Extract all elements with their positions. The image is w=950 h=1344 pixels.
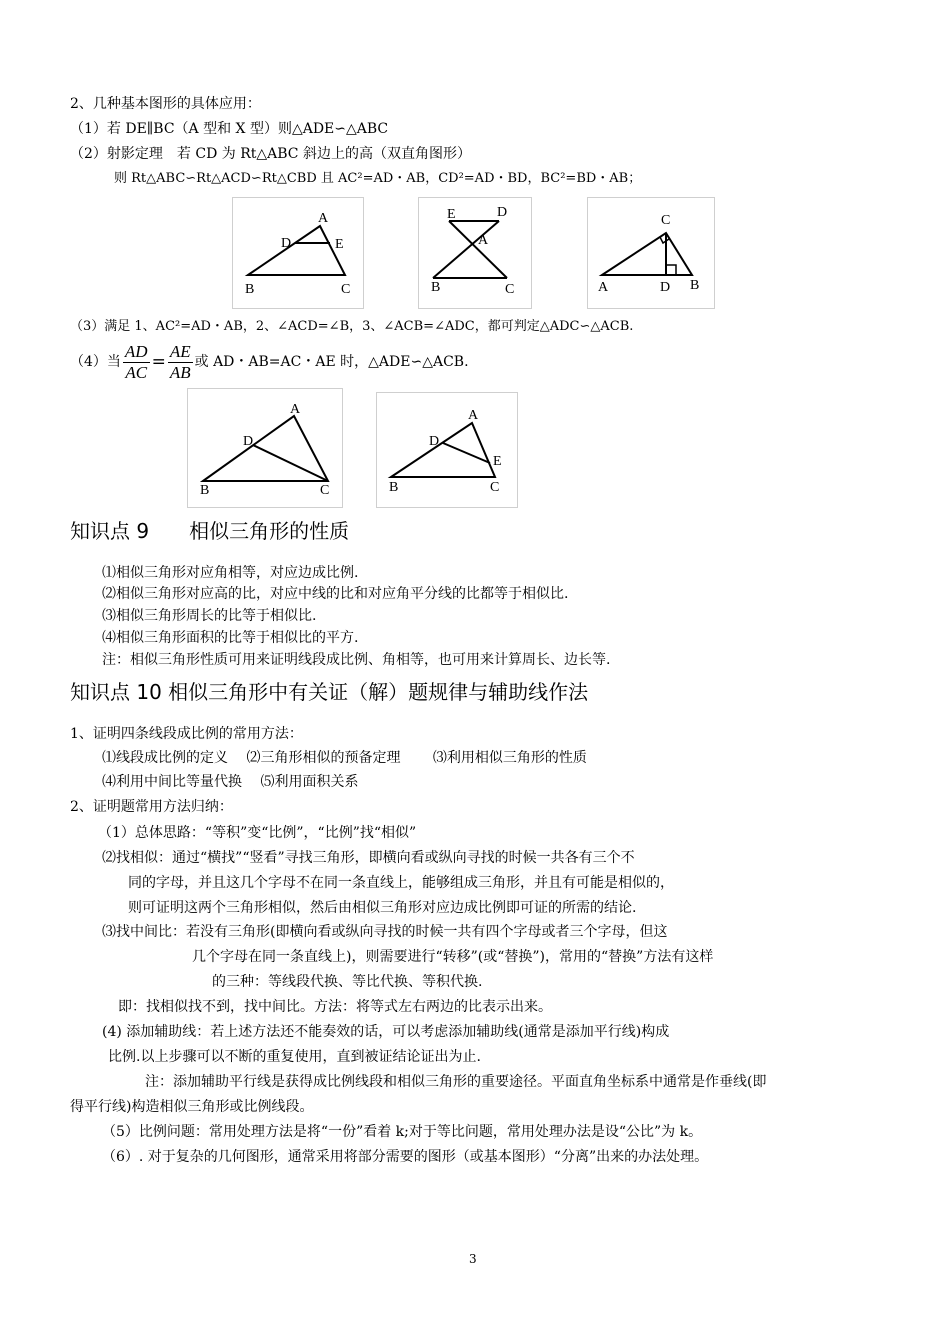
page-number: 3 (469, 1252, 477, 1266)
figure-right-triangle (587, 197, 715, 309)
kp9-item: ⑵相似三角形对应高的比，对应中线的比和对应角平分线的比都等于相似比. (102, 586, 569, 602)
label-d: D (497, 205, 508, 220)
label-a: A (598, 280, 609, 295)
figure-similar-2 (376, 392, 518, 508)
kp10-title: 知识点 10 相似三角形中有关证（解）题规律与辅助线作法 (70, 680, 589, 704)
kp9-note: 注：相似三角形性质可用来证明线段成比例、角相等，也可用来计算周长、边长等. (102, 652, 611, 668)
label-e: E (335, 237, 344, 252)
label-e: E (447, 207, 456, 222)
kp10-line: （5）比例问题：常用处理方法是将“一份”看着 k;对于等比问题，常用处理办法是设“公比”为 k。 (102, 1124, 703, 1140)
kp9-item: ⑷相似三角形面积的比等于相似比的平方. (102, 630, 359, 646)
line-1-parallel: （1）若 DE∥BC（A 型和 X 型）则△ADE∽△ABC (70, 121, 389, 137)
fraction-ae-ab: $\frac{AE}{AB}$ (169, 341, 191, 382)
label-c: C (661, 213, 671, 228)
kp10-line: 2、证明题常用方法归纳： (70, 799, 233, 815)
figure-x-type (418, 197, 532, 309)
label-e: E (493, 454, 502, 469)
kp9-title: 知识点 9 相似三角形的性质 (70, 519, 350, 543)
kp10-note: 注：添加辅助平行线是获得成比例线段和相似三角形的重要途径。平面直角坐标系中通常是作垂线(即 (145, 1074, 767, 1090)
kp10-line: 即：找相似找不到，找中间比。方法：将等式左右两边的比表示出来。 (118, 999, 552, 1015)
line-3-criteria: （3）满足 1、AC²=AD・AB，2、∠ACD=∠B，3、∠ACB=∠ADC，都可判定△ADC∽△ACB. (70, 319, 634, 334)
label-d: D (429, 434, 440, 449)
kp10-line: (4) 添加辅助线：若上述方法还不能奏效的话，可以考虑添加辅助线(通常是添加平行线)构成 (102, 1024, 670, 1040)
line-projection-result: 则 Rt△ABC∽Rt△ACD∽Rt△CBD 且 AC²=AD・AB，CD²=AD・BD，BC²=BD・AB； (114, 171, 642, 186)
kp10-line: ⑷利用中间比等量代换 ⑸利用面积关系 (102, 774, 359, 790)
label-b: B (245, 282, 255, 297)
label-d: D (243, 434, 254, 449)
kp10-line: ⑴线段成比例的定义 ⑵三角形相似的预备定理 ⑶利用相似三角形的性质 (102, 750, 587, 766)
figure-similar-1 (187, 388, 343, 508)
triangle-abc (248, 226, 345, 275)
kp10-line: （6）. 对于复杂的几何图形，通常采用将部分需要的图形（或基本图形）“分离”出来的办法处理。 (102, 1149, 709, 1165)
kp9-item: ⑴相似三角形对应角相等，对应边成比例. (102, 565, 359, 581)
label-b: B (690, 278, 700, 293)
label-d: D (660, 280, 671, 295)
kp10-note: 得平行线)构造相似三角形或比例线段。 (70, 1099, 314, 1115)
label-b: B (389, 480, 399, 495)
kp10-line: ⑵找相似：通过“横找”“竖看”寻找三角形，即横向看或纵向寻找的时候一共各有三个不 (102, 850, 635, 866)
label-b: B (200, 483, 210, 498)
kp10-line: 几个字母在同一条直线上)，则需要进行“转移”(或“替换”)，常用的“替换”方法有这样 (192, 949, 714, 965)
label-c: C (341, 282, 351, 297)
section-2-heading: 2、几种基本图形的具体应用： (70, 96, 261, 112)
label-d: D (281, 236, 292, 251)
kp9-item: ⑶相似三角形周长的比等于相似比. (102, 608, 317, 624)
kp10-line: ⑶找中间比：若没有三角形(即横向看或纵向寻找的时候一共有四个字母或者三个字母，但这 (102, 924, 668, 940)
line-2-projection: （2）射影定理 若 CD 为 Rt△ABC 斜边上的高（双直角图形） (70, 146, 471, 162)
label-c: C (490, 480, 500, 495)
line-4-ratio: （4）当 $\frac{AD}{AC}$ = $\frac{AE}{AB}$ 或 AD・AB=AC・AE 时，△ADE∽△ACB. (70, 341, 469, 382)
label-c: C (320, 483, 330, 498)
label-a: A (290, 402, 301, 417)
figure-a-type (232, 197, 364, 309)
label-a: A (468, 408, 479, 423)
label-c: C (505, 282, 515, 297)
label-a: A (478, 233, 489, 248)
label-a: A (318, 211, 329, 226)
fraction-ad-ac: $\frac{AD}{AC}$ (124, 341, 148, 382)
kp10-line: （1）总体思路：“等积”变“比例”，“比例”找“相似” (98, 825, 417, 841)
kp10-line: 比例.以上步骤可以不断的重复使用，直到被证结论证出为止. (108, 1049, 481, 1065)
kp10-line: 1、证明四条线段成比例的常用方法： (70, 726, 303, 742)
kp10-line: 则可证明这两个三角形相似，然后由相似三角形对应边成比例即可证的所需的结论. (128, 900, 637, 916)
kp10-line: 同的字母，并且这几个字母不在同一条直线上，能够组成三角形，并且有可能是相似的， (128, 875, 674, 891)
label-b: B (431, 280, 441, 295)
kp10-line: 的三种：等线段代换、等比代换、等积代换. (212, 974, 483, 990)
